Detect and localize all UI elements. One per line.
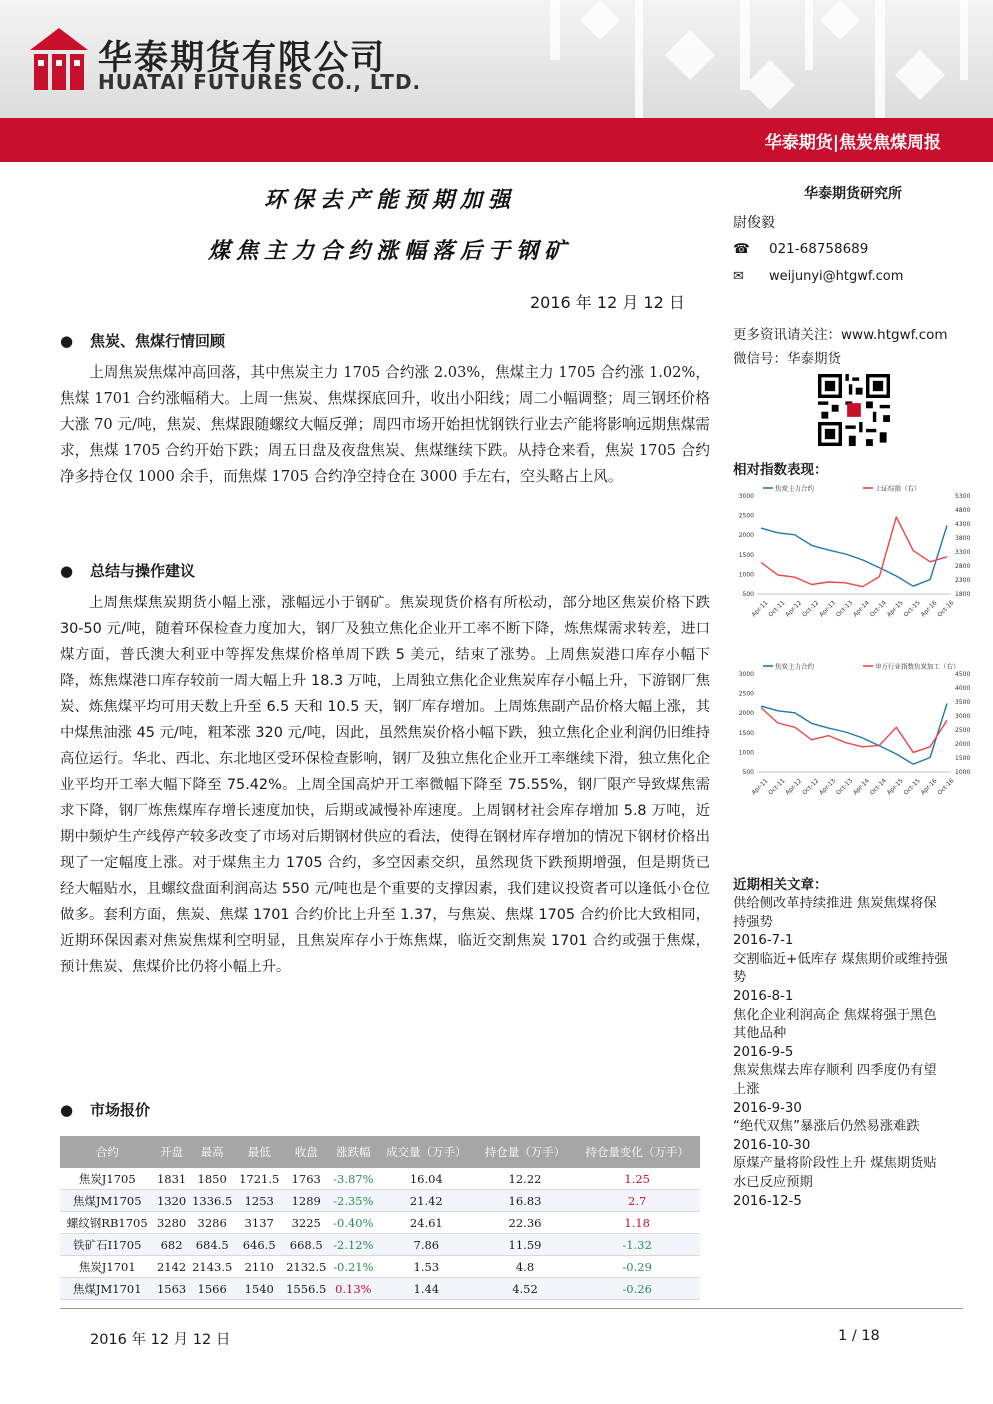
x-tick-label: Oct-14 (868, 777, 888, 797)
table-cell: 646.5 (236, 1234, 283, 1256)
table-cell: 2143.5 (189, 1256, 236, 1278)
y-tick-label-left: 1000 (738, 749, 754, 757)
x-tick-label: Apr-11 (750, 599, 770, 619)
section-heading-text: 总结与操作建议 (90, 562, 196, 580)
table-row (60, 1190, 700, 1212)
table-row (60, 1256, 700, 1278)
table-cell: 4.8 (476, 1256, 575, 1278)
table-cell: 16.83 (476, 1190, 575, 1212)
report-series-title: 华泰期货|焦炭焦煤周报 (764, 133, 941, 153)
y-tick-label-left: 3000 (738, 671, 754, 678)
table-row (60, 1212, 700, 1234)
y-tick-label-left: 500 (742, 769, 754, 776)
report-date: 2016 年 12 月 12 日 (530, 293, 685, 312)
series-line-1 (761, 708, 947, 753)
y-tick-label-right: 2000 (955, 741, 971, 748)
report-title-line1: 环保去产能预期加强 (263, 187, 516, 213)
article-title: 交割临近+低库存 煤焦期价或维持强势 (733, 951, 948, 986)
table-cell: 3280 (154, 1212, 188, 1234)
table-cell: 1.18 (574, 1212, 700, 1234)
y-tick-label-left: 1500 (738, 729, 754, 737)
wechat-info: 微信号：华泰期货 (733, 351, 841, 367)
table-cell: 668.5 (283, 1234, 330, 1256)
page-header (0, 0, 993, 118)
table-header-cell: 成交量（万手） (377, 1136, 476, 1168)
table-cell: 1566 (189, 1278, 236, 1300)
x-tick-label: Oct-11 (767, 599, 787, 619)
table-cell: 21.42 (377, 1190, 476, 1212)
article-title: 原煤产量将阶段性上升 煤焦期货贴水已反应预期 (733, 1156, 937, 1190)
y-tick-label-right: 1800 (955, 591, 971, 598)
x-tick-label: Oct-11 (767, 777, 787, 797)
y-tick-label-right: 3300 (955, 549, 971, 556)
table-cell: -0.29 (574, 1256, 700, 1278)
table-cell: 1.44 (377, 1278, 476, 1300)
article-title: 焦化企业利润高企 焦煤将强于黑色其他品种 (733, 1007, 937, 1042)
section-heading-market (60, 1099, 150, 1120)
table-cell: 螺纹钢RB1705 (60, 1212, 154, 1234)
x-tick-label: Oct-16 (936, 599, 956, 619)
email-link[interactable]: weijunyi@htgwf.com (769, 269, 904, 284)
table-cell: 1763 (283, 1168, 330, 1190)
table-cell: -0.40% (330, 1212, 377, 1234)
x-tick-label: Oct-13 (834, 599, 855, 619)
table-cell: 3137 (236, 1212, 283, 1234)
y-tick-label-right: 3500 (955, 699, 971, 706)
article-date: 2016-7-1 (733, 933, 794, 949)
y-tick-label-right: 4000 (955, 685, 971, 692)
table-cell: 1850 (189, 1168, 236, 1190)
table-row (60, 1234, 700, 1256)
x-tick-label: Oct-12 (801, 599, 821, 619)
table-cell: 16.04 (377, 1168, 476, 1190)
series-line-1 (761, 517, 947, 587)
table-cell: 3286 (189, 1212, 236, 1234)
y-tick-label-left: 1500 (738, 551, 754, 559)
table-cell: 1336.5 (189, 1190, 236, 1212)
table-cell: -3.87% (330, 1168, 377, 1190)
table-cell: -2.35% (330, 1190, 377, 1212)
article-date: 2016-10-30 (733, 1137, 811, 1153)
table-header-cell: 持仓量（万手） (476, 1136, 575, 1168)
table-cell: 684.5 (189, 1234, 236, 1256)
email-icon: ✉ (733, 269, 744, 284)
decorative-pattern (540, 0, 993, 118)
section-heading-text: 焦炭、焦煤行情回顾 (90, 332, 226, 350)
article-title: “绝代双焦”暴涨后仍然易涨难跌 (733, 1119, 920, 1135)
page-number: 1 / 18 (838, 1328, 880, 1344)
list-item[interactable] (733, 1007, 948, 1063)
table-cell: 2110 (236, 1256, 283, 1278)
y-tick-label-left: 2000 (738, 532, 754, 540)
table-cell: 7.86 (377, 1234, 476, 1256)
table-cell: 682 (154, 1234, 188, 1256)
table-cell: 1.53 (377, 1256, 476, 1278)
x-tick-label: Oct-15 (902, 599, 922, 619)
chart-coke-vs-shanghai-index (733, 482, 978, 632)
table-cell: 焦煤JM1705 (60, 1190, 154, 1212)
company-logo-icon (30, 28, 88, 92)
x-tick-label: Oct-15 (902, 777, 922, 797)
table-cell: 焦炭J1705 (60, 1168, 154, 1190)
article-date: 2016-8-1 (733, 988, 794, 1004)
research-institute: 华泰期货研究所 (804, 186, 902, 202)
x-tick-label: Apr-12 (784, 777, 804, 797)
x-tick-label: Apr-15 (885, 599, 905, 619)
y-tick-label-right: 2800 (955, 563, 971, 570)
table-cell: 2132.5 (283, 1256, 330, 1278)
section-heading-text: 市场报价 (90, 1101, 151, 1119)
table-cell: 3225 (283, 1212, 330, 1234)
y-tick-label-right: 1500 (955, 755, 971, 762)
table-cell: -0.21% (330, 1256, 377, 1278)
table-cell: 1540 (236, 1278, 283, 1300)
y-tick-label-left: 2500 (738, 690, 754, 698)
x-tick-label: Apr-12 (784, 599, 804, 619)
article-title: 焦炭焦煤去库存顺利 四季度仍有望上涨 (733, 1063, 937, 1097)
x-tick-label: Oct-13 (834, 777, 855, 797)
phone-row (733, 241, 868, 257)
review-paragraph: 上周焦炭焦煤冲高回落，其中焦炭主力 1705 合约涨 2.03%，焦煤主力 1705 合约涨 1.02%，焦煤 1701 合约涨幅稍大。上周一焦炭、焦煤探底回升，收出小阳线；周二小幅调整；周三钢坯价格大涨 70 元/吨，焦炭、焦煤跟随螺纹大幅反弹；周四市场开始担忧钢铁行业去产能将影响远期焦煤需求，焦煤 1705 合约开始下跌；周五日盘及夜盘焦炭、焦煤继续下跌。从持仓来看，焦炭 1705 合约净多持仓仅 1000 余手，而焦煤 1705 合约净空持仓在 3000 手左右，空头略占上风。 (60, 364, 710, 485)
market-quote-table (60, 1136, 700, 1300)
table-cell: 4.52 (476, 1278, 575, 1300)
qr-code-icon (818, 374, 890, 446)
section-heading-advice (60, 560, 195, 581)
table-header-row (60, 1136, 700, 1168)
y-tick-label-right: 3800 (955, 535, 971, 542)
related-articles-heading: 近期相关文章： (733, 877, 828, 893)
y-tick-label-left: 2000 (738, 710, 754, 718)
legend-label: 申万行业指数焦炭加工（右） (875, 662, 960, 671)
chart-coke-vs-sw-index (733, 660, 978, 810)
table-cell: 1721.5 (236, 1168, 283, 1190)
series-line-0 (761, 703, 947, 764)
table-header-cell: 最高 (189, 1136, 236, 1168)
table-header-cell: 合约 (60, 1136, 154, 1168)
list-item[interactable] (733, 1118, 948, 1155)
footer-divider (60, 1308, 963, 1309)
table-cell: 1563 (154, 1278, 188, 1300)
article-date: 2016-9-30 (733, 1100, 802, 1116)
table-header-cell: 最低 (236, 1136, 283, 1168)
y-tick-label-right: 4800 (955, 507, 971, 514)
table-cell: 0.13% (330, 1278, 377, 1300)
legend-label: 焦炭主力合约 (775, 662, 814, 671)
table-cell: 焦炭J1701 (60, 1256, 154, 1278)
bullet-icon: ● (60, 332, 74, 350)
table-cell: 1253 (236, 1190, 283, 1212)
legend-label: 上证综指（右） (875, 484, 921, 493)
article-title: 供给侧改革持续推进 焦炭焦煤将保持强势 (733, 896, 937, 930)
table-cell: 11.59 (476, 1234, 575, 1256)
list-item[interactable] (733, 1155, 948, 1211)
table-cell: 2142 (154, 1256, 188, 1278)
table-cell: -2.12% (330, 1234, 377, 1256)
phone-number: 021-68758689 (769, 241, 869, 257)
y-tick-label-left: 2500 (738, 512, 754, 520)
x-tick-label: Apr-13 (818, 777, 838, 797)
section-heading-review (60, 330, 225, 351)
list-item[interactable] (733, 951, 948, 1007)
phone-icon: ☎ (733, 241, 750, 257)
table-cell: 2.7 (574, 1190, 700, 1212)
table-cell: 24.61 (377, 1212, 476, 1234)
table-header-cell: 开盘 (154, 1136, 188, 1168)
footer-date: 2016 年 12 月 12 日 (90, 1332, 231, 1348)
table-cell: 12.22 (476, 1168, 575, 1190)
y-tick-label-left: 500 (742, 591, 754, 598)
related-articles-list (733, 895, 948, 1211)
y-tick-label-left: 1000 (738, 571, 754, 579)
relative-index-heading: 相对指数表现： (733, 462, 828, 478)
advice-paragraph: 上周焦煤焦炭期货小幅上涨，涨幅远小于钢矿。焦炭现货价格有所松动，部分地区焦炭价格下跌 30-50 元/吨，随着环保检查力度加大，钢厂及独立焦化企业开工率不断下降，炼焦煤需求转差，进口煤方面，普氏澳大利亚中等挥发焦煤价格单周下跌 5 美元，结束了涨势。上周焦炭港口库存小幅下降，炼焦煤港口库存较前一周大幅上升 18.3 万吨，上周独立焦化企业焦炭库存小幅上升，下游钢厂焦炭、炼焦煤平均可用天数上升至 6.5 天和 10.5 天，钢厂库存增加。上周炼焦副产品价格大幅上涨，其中煤焦油涨 45 元/吨，粗苯涨 320 元/吨，因此，虽然焦炭价格小幅下跌，独立焦化企业利润仍旧维持高位运行。华北、西北、东北地区受环保检查影响，钢厂及独立焦化企业开工率继续下滑，独立焦化企业平均开工率大幅下降至 75.42%。上周全国高炉开工率微幅下降至 75.55%，钢厂限产导致煤焦需求下降，钢厂炼焦煤库存增长速度加快，后期或减慢补库速度。上周钢材社会库存增加 5.8 万吨，近期中频炉生产线停产较多改变了市场对后期钢材供应的看法，使得在钢材库存增加的情况下钢材价格出现了一定幅度上涨。对于煤焦主力 1705 合约，多空因素交织，虽然现货下跌预期增强，但是期货已经大幅贴水，且螺纹盘面利润高达 550 元/吨也是个重要的支撑因素，我们建议投资者可以逢低小仓位做多。套利方面，焦炭、焦煤 1701 合约价比上升至 1.37，与焦炭、焦煤 1705 合约价比大致相同，近期环保因素对焦炭焦煤利空明显，且焦炭库存小于炼焦煤，临近交割焦炭 1701 合约或强于焦煤，预计焦炭、焦煤价比仍将小幅上升。 (60, 595, 710, 975)
table-cell: 焦煤JM1701 (60, 1278, 154, 1300)
table-cell: 1831 (154, 1168, 188, 1190)
company-name-en: HUATAI FUTURES CO., LTD. (98, 70, 422, 94)
table-cell: 铁矿石I1705 (60, 1234, 154, 1256)
bullet-icon: ● (60, 1101, 74, 1119)
x-tick-label: Apr-15 (885, 777, 905, 797)
x-tick-label: Apr-11 (750, 777, 770, 797)
table-cell: 1556.5 (283, 1278, 330, 1300)
table-cell: -0.26 (574, 1278, 700, 1300)
table-cell: -1.32 (574, 1234, 700, 1256)
table-row (60, 1278, 700, 1300)
x-tick-label: Apr-14 (851, 599, 871, 619)
analyst-name: 尉俊毅 (733, 215, 775, 231)
bullet-icon: ● (60, 562, 74, 580)
table-header-cell: 收盘 (283, 1136, 330, 1168)
y-tick-label-right: 1000 (955, 769, 971, 776)
y-tick-label-right: 2300 (955, 577, 971, 584)
list-item[interactable] (733, 895, 948, 951)
website-info: 更多资讯请关注：www.htgwf.com (733, 327, 948, 343)
y-tick-label-right: 4300 (955, 521, 971, 528)
x-tick-label: Apr-14 (851, 777, 871, 797)
y-tick-label-left: 3000 (738, 493, 754, 500)
y-tick-label-right: 5300 (955, 493, 971, 500)
y-tick-label-right: 4500 (955, 671, 971, 678)
table-cell: 22.36 (476, 1212, 575, 1234)
article-date: 2016-9-5 (733, 1044, 794, 1060)
y-tick-label-right: 3000 (955, 713, 971, 720)
x-tick-label: Oct-16 (936, 777, 956, 797)
legend-label: 焦炭主力合约 (775, 484, 814, 493)
table-row (60, 1168, 700, 1190)
x-tick-label: Apr-16 (919, 599, 939, 619)
list-item[interactable] (733, 1062, 948, 1118)
x-tick-label: Apr-16 (919, 777, 939, 797)
table-header-cell: 持仓量变化（万手） (574, 1136, 700, 1168)
table-cell: 1289 (283, 1190, 330, 1212)
x-tick-label: Oct-12 (801, 777, 821, 797)
report-title-line2: 煤焦主力合约涨幅落后于钢矿 (207, 238, 572, 264)
table-header-cell: 涨跌幅 (330, 1136, 377, 1168)
table-cell: 1.25 (574, 1168, 700, 1190)
x-tick-label: Oct-14 (868, 599, 888, 619)
y-tick-label-right: 2500 (955, 727, 971, 734)
article-date: 2016-12-5 (733, 1193, 802, 1209)
table-cell: 1320 (154, 1190, 188, 1212)
company-name-cn: 华泰期货有限公司 (98, 38, 386, 78)
email-row (733, 269, 903, 284)
x-tick-label: Apr-13 (818, 599, 838, 619)
